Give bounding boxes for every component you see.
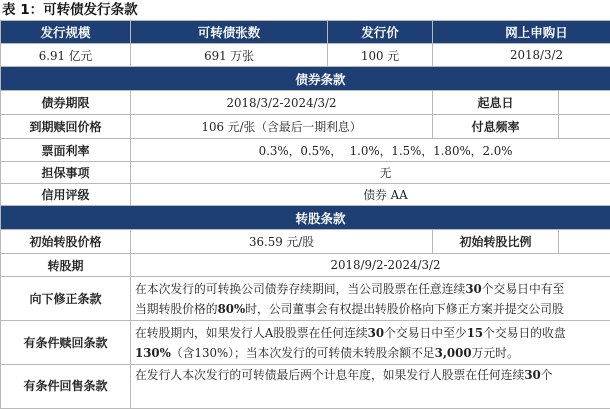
initial-conversion-price-value: 36.59 元/股	[131, 230, 433, 254]
header-row	[1, 21, 610, 44]
table-row	[1, 254, 610, 277]
table-row	[1, 184, 610, 206]
subscription-date-value: 2018/3/2	[433, 44, 610, 67]
coupon-rate-label: 票面利率	[1, 139, 131, 162]
initial-conversion-price-label: 初始转股价格	[1, 230, 131, 254]
coupon-rate-value: 0.3%，0.5%， 1.0%，1.5%，1.80%，2.0%	[131, 139, 610, 162]
guarantee-label: 担保事项	[1, 162, 131, 184]
text-line: 在发行人本次发行的可转债最后两个计息年度，如果发行人股票在任何连续30个	[135, 365, 610, 385]
header-cell: 网上申购日	[433, 21, 610, 44]
downward-revision-text	[131, 277, 610, 321]
header-cell: 发行规模	[1, 21, 131, 44]
table-row	[1, 139, 610, 162]
header-cell: 可转债张数	[131, 21, 328, 44]
text-line: 当期转股价格的80%时，公司董事会有权提出转股价格向下修正方案并提交公司股	[135, 299, 610, 319]
table-row	[1, 277, 610, 321]
table-row	[1, 230, 610, 254]
conditional-putback-text	[131, 365, 610, 409]
text-line: 在本次发行的可转换公司债券存续期间，当公司股票在任意连续30个交易日中有至	[135, 279, 610, 299]
section-title-bond-terms: 债券条款	[1, 67, 610, 91]
conversion-period-value: 2018/9/2-2024/3/2	[131, 254, 610, 277]
maturity-redemption-label: 到期赎回价格	[1, 115, 131, 139]
header-cell: 发行价	[328, 21, 433, 44]
text-line: 130%（含130%）；当本次发行的可转债未转股余额不足3,000万元时。	[135, 343, 610, 363]
conversion-period-label: 转股期	[1, 254, 131, 277]
issuance-terms-table	[0, 20, 610, 409]
table-row	[1, 162, 610, 184]
value-date-value	[559, 91, 610, 115]
conditional-redemption-text	[131, 321, 610, 365]
guarantee-value: 无	[131, 162, 610, 184]
table-row	[1, 91, 610, 115]
conditional-redemption-label: 有条件赎回条款	[1, 321, 131, 365]
issue-price-value: 100 元	[328, 44, 433, 67]
table-title: 表 1：可转债发行条款	[2, 0, 138, 20]
section-row	[1, 67, 610, 91]
section-row	[1, 206, 610, 230]
initial-conversion-ratio-label: 初始转股比例	[433, 230, 559, 254]
bond-count-value: 691 万张	[131, 44, 328, 67]
payment-frequency-value	[559, 115, 610, 139]
section-title-conversion-terms: 转股条款	[1, 206, 610, 230]
table-row	[1, 365, 610, 409]
issue-size-value: 6.91 亿元	[1, 44, 131, 67]
payment-frequency-label: 付息频率	[433, 115, 559, 139]
text-line: 在转股期内，如果发行人A股股票在任何连续30个交易日中至少15个交易日的收盘	[135, 323, 610, 343]
credit-rating-value: 债券 AA	[131, 184, 610, 206]
value-date-label: 起息日	[433, 91, 559, 115]
table-row	[1, 321, 610, 365]
issuance-row	[1, 44, 610, 67]
credit-rating-label: 信用评级	[1, 184, 131, 206]
conditional-putback-label: 有条件回售条款	[1, 365, 131, 409]
bond-term-value: 2018/3/2-2024/3/2	[131, 91, 433, 115]
initial-conversion-ratio-value	[559, 230, 610, 254]
downward-revision-label: 向下修正条款	[1, 277, 131, 321]
bond-term-label: 债券期限	[1, 91, 131, 115]
maturity-redemption-value: 106 元/张（含最后一期利息）	[131, 115, 433, 139]
table-row	[1, 115, 610, 139]
